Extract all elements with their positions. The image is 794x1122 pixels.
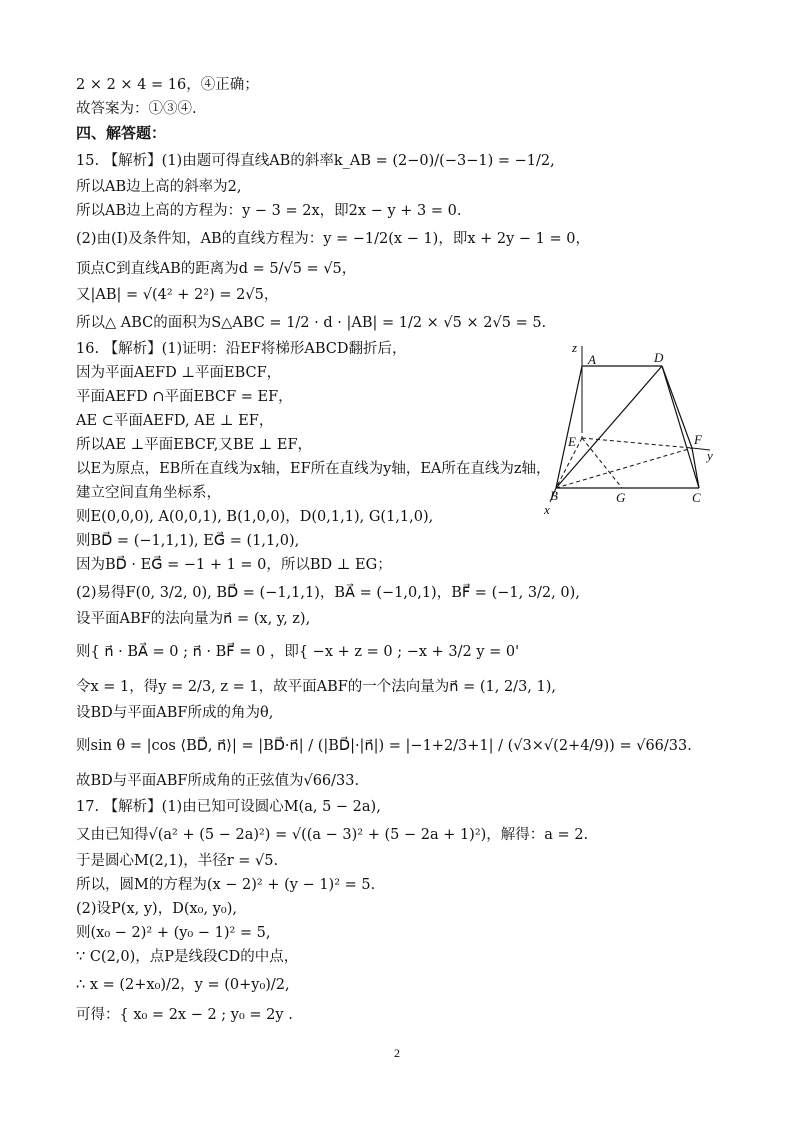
text-line: 则sin θ = |cos ⟨BD⃗, n⃗⟩| = |BD⃗·n⃗| / (|BD⃗|·|n⃗|) = |−1+2/3+1| / (√3×√(2+4/9)) = √66/33. (76, 738, 692, 754)
edge-EG (582, 438, 622, 488)
text-line: AE ⊂平面AEFD, AE ⊥ EF， (76, 413, 274, 429)
text-line: 17. 【解析】(1)由已知可设圆心M(a, 5 − 2a), (76, 799, 381, 815)
text-line: 平面AEFD ∩平面EBCF = EF， (76, 389, 293, 405)
text-line: 所以，圆M的方程为(x − 2)² + (y − 1)² = 5. (76, 877, 376, 893)
text-line: 令x = 1，得y = 2/3, z = 1，故平面ABF的一个法向量为n⃗ = (1, 2/3, 1), (76, 679, 557, 695)
section-heading: 四、解答题： (76, 124, 167, 142)
text-line: 15. 【解析】(1)由题可得直线AB的斜率k_AB = (2−0)/(−3−1) = −1/2, (76, 153, 555, 169)
text-line: 可得：{ x₀ = 2x − 2 ; y₀ = 2y . (76, 1007, 293, 1023)
label-B: B (550, 488, 558, 503)
text-line: ∵ C(2,0)，点P是线段CD的中点， (76, 949, 299, 965)
label-x: x (544, 502, 550, 517)
label-G: G (616, 490, 626, 505)
text-line: 设平面ABF的法向量为n⃗ = (x, y, z), (76, 611, 311, 627)
edge-AB (556, 366, 582, 488)
document-body (76, 76, 726, 1032)
edge-EF (582, 438, 692, 448)
geometry-figure (542, 338, 732, 518)
text-line: (2)由(I)及条件知，AB的直线方程为：y = −1/2(x − 1)，即x + 2y − 1 = 0， (76, 231, 590, 247)
text-line: ∴ x = (2+x₀)/2，y = (0+y₀)/2, (76, 977, 290, 993)
text-line: 设BD与平面ABF所成的角为θ, (76, 705, 274, 721)
text-line: 以E为原点，EB所在直线为x轴，EF所在直线为y轴，EA所在直线为z轴， (76, 461, 551, 477)
text-line: 所以AB边上高的斜率为2, (76, 179, 242, 195)
text-line: 建立空间直角坐标系， (76, 485, 221, 501)
label-y: y (707, 448, 713, 463)
text-line: 所以AE ⊥平面EBCF,又BE ⊥ EF， (76, 437, 313, 453)
label-C: C (692, 490, 701, 505)
text-line: 所以AB边上高的方程为：y − 3 = 2x，即2x − y + 3 = 0. (76, 203, 462, 219)
text-line: 故BD与平面ABF所成角的正弦值为√66/33. (76, 773, 360, 789)
edge-BF (556, 448, 692, 488)
text-line: 因为BD⃗ · EG⃗ = −1 + 1 = 0，所以BD ⊥ EG； (76, 557, 392, 573)
edge-DF (662, 366, 692, 448)
text-line: (2)易得F(0, 3/2, 0), BD⃗ = (−1,1,1)，BA⃗ = (−1,0,1)，BF⃗ = (−1, 3/2, 0), (76, 585, 580, 601)
label-F: F (694, 432, 702, 447)
text-line: 故答案为：①③④. (76, 101, 197, 117)
edge-DB (556, 366, 662, 488)
label-E: E (568, 434, 576, 449)
label-D: D (654, 350, 664, 365)
edge-DC (662, 366, 699, 488)
text-line: 顶点C到直线AB的距离为d = 5/√5 = √5， (76, 261, 357, 277)
text-line: 则{ n⃗ · BA⃗ = 0 ; n⃗ · BF⃗ = 0 ，即{ −x + z = 0 ; −x + 3/2 y = 0' (76, 644, 520, 660)
text-line: 2 × 2 × 4 = 16，④正确； (76, 77, 259, 93)
label-z: z (572, 340, 578, 355)
text-line: 所以△ ABC的面积为S△ABC = 1/2 · d · |AB| = 1/2 × √5 × 2√5 = 5. (76, 315, 547, 331)
text-line: 又|AB| = √(4² + 2²) = 2√5， (76, 287, 279, 303)
text-line: 于是圆心M(2,1)，半径r = √5. (76, 853, 279, 869)
text-line: 则(x₀ − 2)² + (y₀ − 1)² = 5, (76, 925, 271, 941)
text-line: (2)设P(x, y)，D(x₀, y₀), (76, 901, 237, 917)
text-line: 因为平面AEFD ⊥平面EBCF， (76, 365, 282, 381)
text-line: 又由已知得√(a² + (5 − 2a)²) = √((a − 3)² + (5 − 2a + 1)²)，解得：a = 2. (76, 827, 589, 843)
text-line: 则BD⃗ = (−1,1,1), EG⃗ = (1,1,0), (76, 533, 300, 549)
label-A: A (588, 352, 596, 367)
text-line: 则E(0,0,0), A(0,0,1), B(1,0,0)，D(0,1,1), G(1,1,0), (76, 509, 434, 525)
text-line: 16. 【解析】(1)证明：沿EF将梯形ABCD翻折后， (76, 341, 407, 357)
page-number: 2 (394, 1046, 400, 1060)
